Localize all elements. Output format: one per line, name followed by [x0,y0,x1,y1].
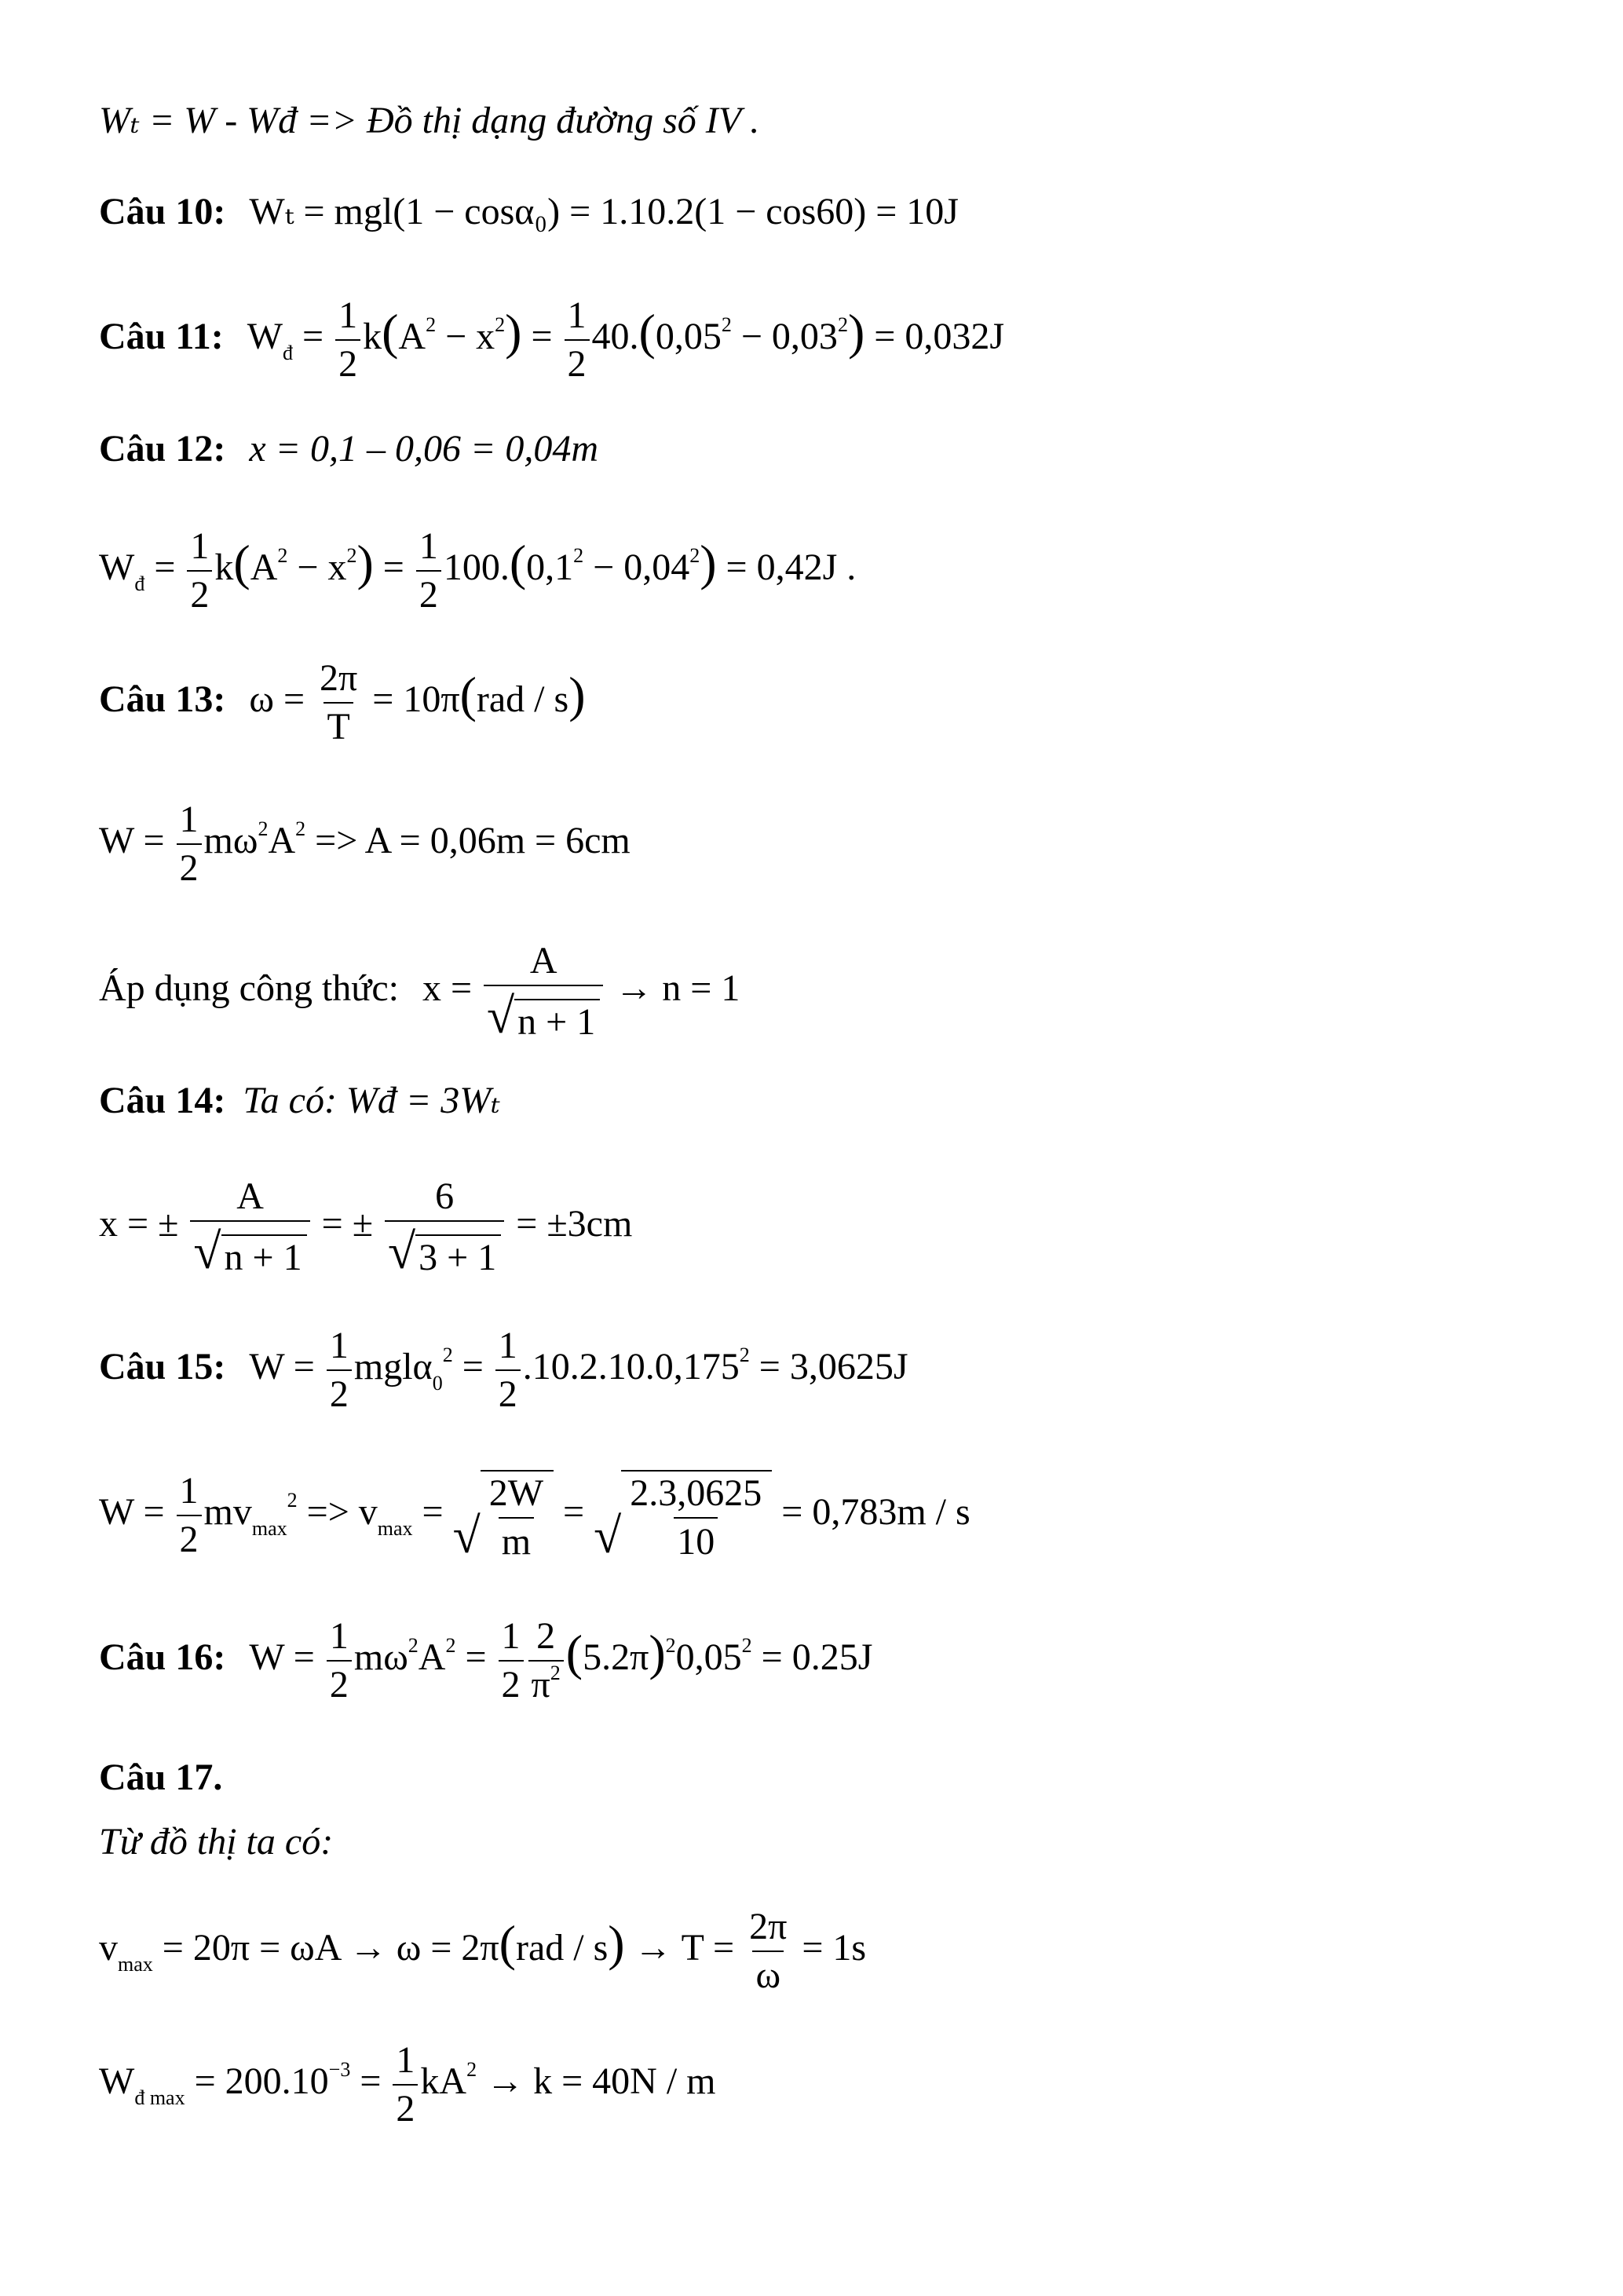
question-10-equation: Wₜ = mgl(1 − cosα₀) = 1.10.2(1 − cos60) = 10J [249,191,959,232]
question-14-label: Câu 14: [99,1080,226,1121]
question-17-intro-text: Từ đồ thị ta có: [99,1821,334,1863]
question-17-energy [99,2039,716,2130]
question-12-energy-equation: $W_đ$ = $\frac{1}{2}$ $k(A^2 - x^2)$ = $\frac{1}{2}$ $100.(0,1^2 - 0,04^2) = 0,42J$ . [99,525,857,616]
question-13 [99,657,586,748]
question-11 [99,294,1004,385]
question-17-label-line [99,1759,222,1797]
question-10-label: Câu 10: [99,191,226,232]
question-15-velocity-equation: W = $\frac{1}{2}$ $mv_{max}^2 => v_{max}$ = √ $\frac{2W}{m}$ = √ $\frac{2.3,0625}{10}$ = 0,783m / s [99,1470,971,1563]
question-16-equation: W = $\frac{1}{2}$ $m\omega^2A^2$ = $\frac{1}{2}$ $\frac{2}{\pi^2}$ $(5.2\pi)^20,05^2 = 0.25J$ [249,1615,873,1706]
question-12-equation: x = 0,1 – 0,06 = 0,04m [249,428,599,470]
question-17-label: Câu 17. [99,1757,223,1798]
question-10 [99,193,959,231]
apply-formula-label: Áp dụng công thức: [99,967,399,1010]
question-14-position-equation: x = ± A √ n + 1 = ± 6 √ 3 + 1 = ±3cm [99,1175,633,1279]
question-13-formula [99,940,740,1044]
question-11-equation: $W_đ$ = $\frac{1}{2}$ $k(A^2 - x^2)$ = $\frac{1}{2}$ $40.(0,05^2 - 0,03^2) = 0,032J$ [247,294,1004,385]
question-15-label: Câu 15: [99,1346,226,1388]
question-13-label: Câu 13: [99,678,226,721]
question-14 [99,1082,500,1120]
question-16 [99,1615,873,1706]
question-17-intro [99,1823,333,1861]
question-13-energy [99,801,631,887]
question-14-position [99,1175,633,1279]
question-12-energy [99,525,857,616]
question-12-label: Câu 12: [99,428,226,470]
apply-formula-equation: x = A √ n + 1 → n = 1 [422,940,740,1044]
energy-relation-text: Wₜ = W - Wđ => Đồ thị dạng đường số IV . [99,100,760,141]
question-17-velocity-equation: $v_{max} = 20\pi = \omega A \to \omega = 2\pi(rad / s) \to T$ = $\frac{2\pi}{\omega}$ = 1s [99,1906,867,1996]
question-15-velocity [99,1470,971,1561]
question-14-equation: Ta có: Wđ = 3Wₜ [243,1080,501,1121]
question-16-label: Câu 16: [99,1636,226,1679]
question-12 [99,430,598,468]
question-13-omega: ω = $\frac{2\pi}{T}$ = 10π(rad / s) [249,657,586,748]
question-17-velocity [99,1908,866,1994]
question-17-energy-equation: $W_{đ max} = 200.10^{-3}$ = $\frac{1}{2}$ $kA^2 \to k = 40N / m$ [99,2039,716,2130]
question-13-energy-equation: W = $\frac{1}{2}$ $m\omega^2A^2 => A = 0,06m = 6cm$ [99,799,631,889]
question-15-energy: W = $\frac{1}{2}$ mglα$_0^2$ = $\frac{1}{2}$ $.10.2.10.0,175^2 = 3,0625J$ [249,1325,908,1415]
question-15 [99,1327,908,1413]
energy-relation-line [99,102,759,140]
question-11-label: Câu 11: [99,316,224,358]
